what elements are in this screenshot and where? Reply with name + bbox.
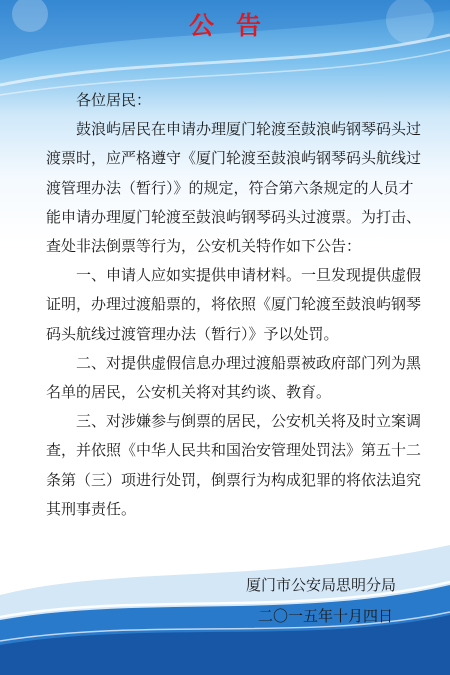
paragraph-clause-2: 二、对提供虚假信息办理过渡船票被政府部门列为黑名单的居民，公安机关将对其约谈、教育。	[46, 353, 422, 402]
notice-title: 公告	[188, 11, 283, 40]
paragraph-intro: 鼓浪屿居民在申请办理厦门轮渡至鼓浪屿钢琴码头过渡票时，应严格遵守《厦门轮渡至鼓浪屿钢琴码头航线过渡管理办法（暂行）》的规定，符合第六条规定的人员才能申请办理厦门轮渡至鼓浪屿钢琴码头过渡票。为打击、查处非法倒票等行为，公安机关特作如下公告：	[46, 120, 422, 256]
notice-body	[46, 86, 424, 524]
salutation: 各位居民：	[76, 91, 152, 109]
issue-date: 二〇一五年十月四日	[258, 607, 394, 625]
issuer-signature: 厦门市公安局思明分局	[246, 576, 397, 594]
paragraph-clause-3: 三、对涉嫌参与倒票的居民，公安机关将及时立案调查，并依照《中华人民共和国治安管理处罚法》第五十二条第（三）项进行处罚，倒票行为构成犯罪的将依法追究其刑事责任。	[46, 412, 422, 518]
paragraph-clause-1: 一、申请人应如实提供申请材料。一旦发现提供虚假证明，办理过渡船票的，将依照《厦门轮渡至鼓浪屿钢琴码头航线过渡管理办法（暂行）》予以处罚。	[46, 266, 422, 343]
bottom-wave-decoration	[0, 525, 450, 675]
